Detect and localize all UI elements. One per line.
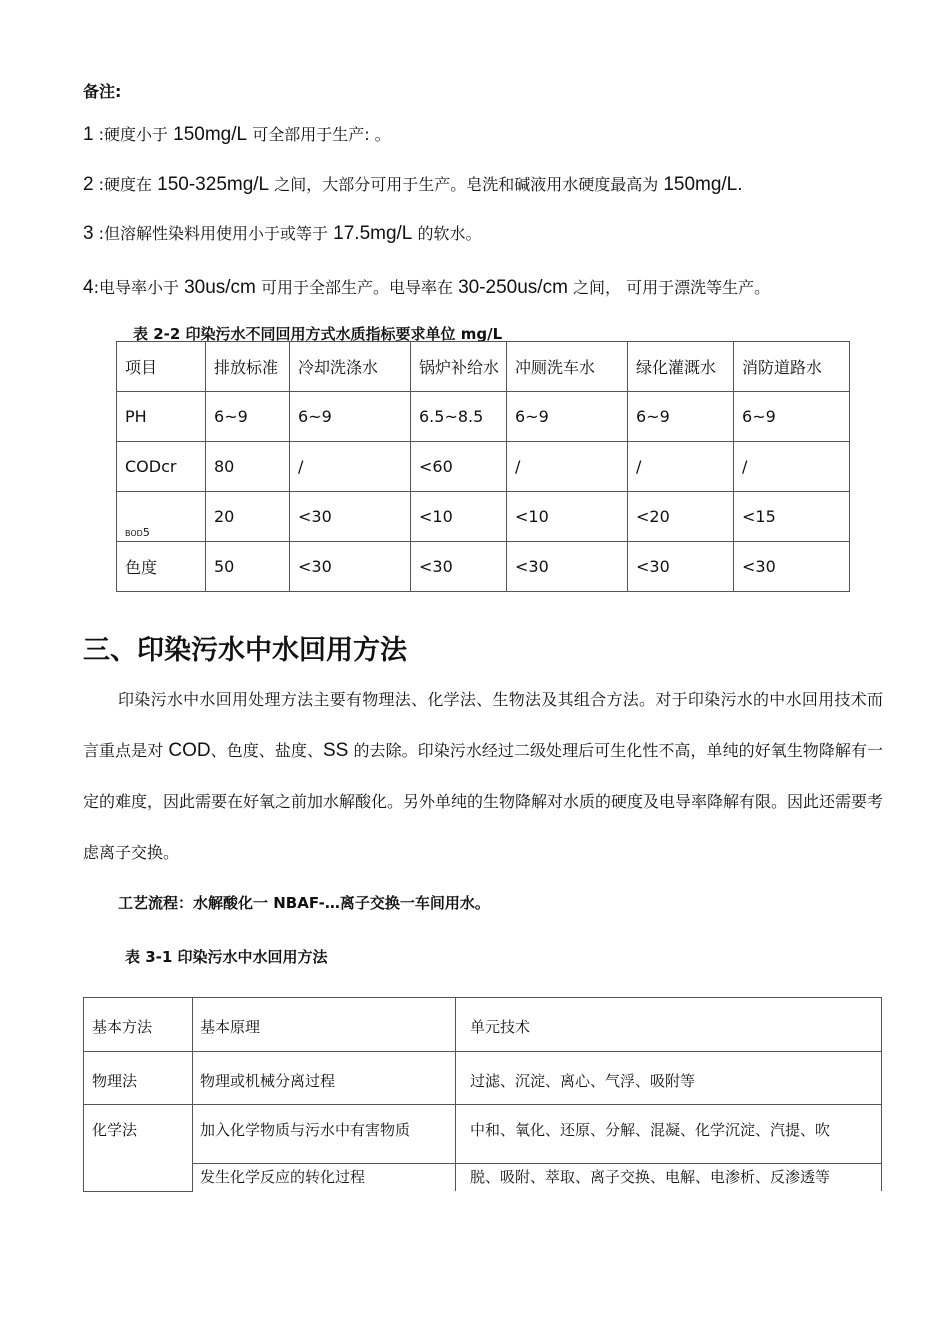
methods-table <box>83 997 882 1192</box>
header-cell: 绿化灌溉水 <box>628 342 734 392</box>
table-cell: 物理法 <box>84 1052 193 1105</box>
note-1: 1 :硬度小于 150mg/L 可全部用于生产: 。 <box>83 124 391 145</box>
table-row <box>117 442 850 492</box>
note-4: 4:电导率小于 30us/cm 可用于全部生产。电导率在 30-250us/cm 之间， 可用于漂洗等生产。 <box>83 277 771 298</box>
table-cell: 发生化学反应的转化过程 <box>193 1164 456 1192</box>
quality-table <box>116 341 850 592</box>
table-cell: <20 <box>628 492 734 542</box>
table-cell: 加入化学物质与污水中有害物质 <box>193 1105 456 1164</box>
process-flow: 工艺流程：水解酸化一 NBAF-…离子交换一车间用水。 <box>118 894 490 912</box>
header-cell: 锅炉补给水 <box>411 342 507 392</box>
bod-label: BOD <box>125 529 143 538</box>
notes-title: 备注: <box>83 82 122 101</box>
header-cell: 消防道路水 <box>734 342 850 392</box>
note-3: 3 :但溶解性染料用使用小于或等于 17.5mg/L 的软水。 <box>83 223 482 244</box>
table-header-row <box>117 342 850 392</box>
section-heading: 三、印染污水中水回用方法 <box>83 635 407 666</box>
table-row <box>84 1052 882 1105</box>
header-cell: 排放标准 <box>206 342 290 392</box>
table-cell: 6~9 <box>507 392 628 442</box>
table-cell: / <box>290 442 411 492</box>
table-cell: 6.5~8.5 <box>411 392 507 442</box>
table-cell: <10 <box>507 492 628 542</box>
header-cell: 冲厕洗车水 <box>507 342 628 392</box>
table-cell: <30 <box>507 542 628 592</box>
table-cell: 50 <box>206 542 290 592</box>
table22-caption: 表 2-2 印染污水不同回用方式水质指标要求单位 mg/L <box>133 325 503 343</box>
table-cell: <30 <box>628 542 734 592</box>
table-cell: / <box>628 442 734 492</box>
table-cell: 色度 <box>117 542 206 592</box>
header-cell: 基本原理 <box>193 998 456 1052</box>
header-cell: 冷却洗涤水 <box>290 342 411 392</box>
table-cell: 80 <box>206 442 290 492</box>
table-header-row <box>84 998 882 1052</box>
table-cell: PH <box>117 392 206 442</box>
table-cell: <30 <box>290 542 411 592</box>
table-cell: <15 <box>734 492 850 542</box>
section-paragraph: 印染污水中水回用处理方法主要有物理法、化学法、生物法及其组合方法。对于印染污水的中水回用技术而言重点是对 COD、色度、盐度、SS 的去除。印染污水经过二级处理后可生化性不高，单纯的好氧生物降解有一定的难度，因此需要在好氧之前加水解酸化。另外单纯的生物降解对水质的硬度及电导率降解有限。因此还需要考虑离子交换。 <box>83 690 884 862</box>
table-cell: 6~9 <box>734 392 850 442</box>
table-cell: 6~9 <box>628 392 734 442</box>
table-cell: / <box>734 442 850 492</box>
table-row <box>117 392 850 442</box>
table-row <box>84 1105 882 1164</box>
table-cell: 物理或机械分离过程 <box>193 1052 456 1105</box>
table-cell: <60 <box>411 442 507 492</box>
table-cell: / <box>507 442 628 492</box>
table-row <box>84 1164 882 1192</box>
table-row <box>117 492 850 542</box>
table-cell-bod <box>117 492 206 542</box>
bod-subscript: 5 <box>142 526 150 539</box>
note-2: 2 :硬度在 150-325mg/L 之间，大部分可用于生产。皂洗和碱液用水硬度最高为 150mg/L. <box>83 174 743 195</box>
table-cell: 20 <box>206 492 290 542</box>
table-cell: <10 <box>411 492 507 542</box>
table-cell: 过滤、沉淀、离心、气浮、吸附等 <box>456 1052 882 1105</box>
table-cell: <30 <box>290 492 411 542</box>
table-cell: 6~9 <box>290 392 411 442</box>
table-cell: 脱、吸附、萃取、离子交换、电解、电渗析、反渗透等 <box>456 1164 882 1192</box>
header-cell: 单元技术 <box>456 998 882 1052</box>
header-cell: 基本方法 <box>84 998 193 1052</box>
table-cell: 化学法 <box>84 1105 193 1192</box>
table31-caption: 表 3-1 印染污水中水回用方法 <box>125 948 328 966</box>
header-cell: 项目 <box>117 342 206 392</box>
table-cell: 6~9 <box>206 392 290 442</box>
table-cell: <30 <box>734 542 850 592</box>
table-row <box>117 542 850 592</box>
table-cell: CODcr <box>117 442 206 492</box>
table-cell: 中和、氧化、还原、分解、混凝、化学沉淀、汽提、吹 <box>456 1105 882 1164</box>
table-cell: <30 <box>411 542 507 592</box>
